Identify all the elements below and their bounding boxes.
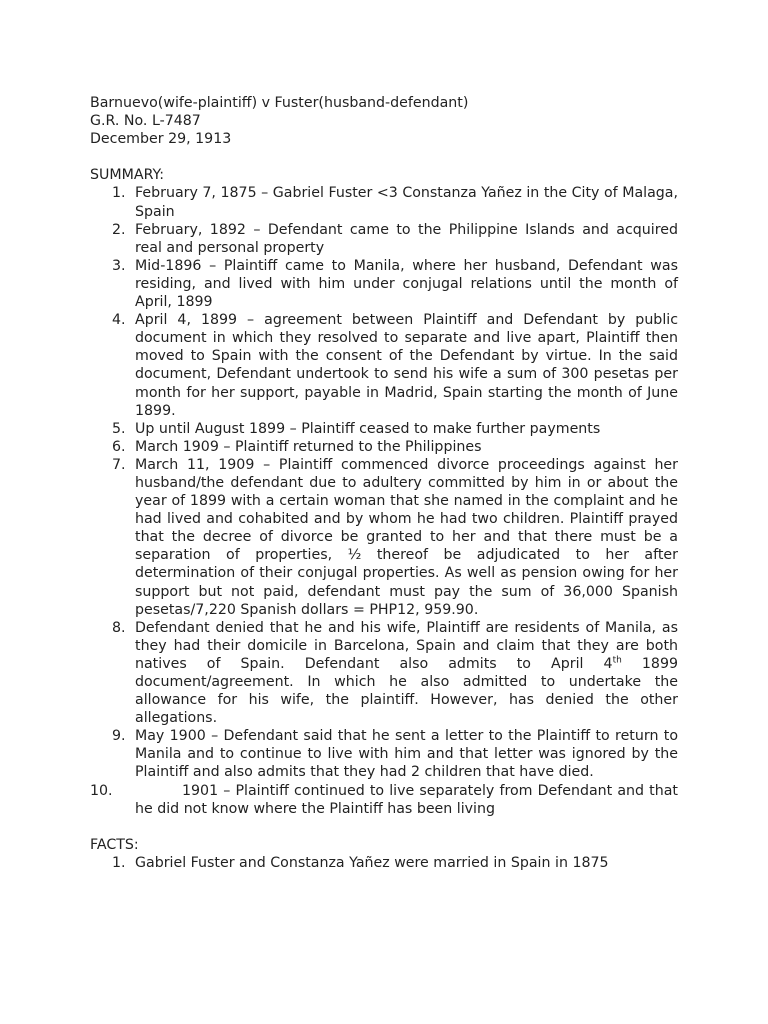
case-title: Barnuevo(wife-plaintiff) v Fuster(husband-defendant) xyxy=(90,95,469,111)
list-item: 7. March 11, 1909 – Plaintiff commenced divorce proceedings against her husband/the defendant due to adultery committed by him in or about the year of 1899 with a certain woman that she named in the complaint and he had lived and cohabited and by whom he had two children. Plaintiff prayed that the decree of divorce be granted to her and that there must be a separation of properties, ½ thereof be adjudicated to her after determination of their conjugal properties. As well as pension owing for her support but not paid, defendant must pay the sum of 36,000 Spanish pesetas/7,220 Spanish dollars = PHP12, 959.90. xyxy=(112,456,678,618)
list-item: 5. Up until August 1899 – Plaintiff ceased to make further payments xyxy=(112,420,601,437)
spacer xyxy=(90,148,678,166)
list-item: 6. March 1909 – Plaintiff returned to the Philippines xyxy=(112,438,482,455)
list-item: 8. Defendant denied that he and his wife, Plaintiff are residents of Manila, as they had their domicile in Barcelona, Spain and claim that they are both natives of Spain. Defendant also admits to April 4th 1899 document/agreement. In which he also admitted to undertake the allowance for his wife, the plaintiff. However, has denied the other allegations. xyxy=(112,619,678,727)
summary-list xyxy=(90,184,678,817)
ordinal-suffix: th xyxy=(612,655,622,666)
list-item: 1. Gabriel Fuster and Constanza Yañez were married in Spain in 1875 xyxy=(112,854,609,871)
list-item: 2. February, 1892 – Defendant came to the Philippine Islands and acquired real and personal property xyxy=(112,221,678,256)
spacer xyxy=(90,818,678,836)
facts-list xyxy=(90,854,678,872)
decision-date: December 29, 1913 xyxy=(90,131,232,148)
list-item: 4. April 4, 1899 – agreement between Plaintiff and Defendant by public document in which they resolved to separate and live apart, Plaintiff then moved to Spain with the consent of the Defendant by virtue. In the said document, Defendant undertook to send his wife a sum of 300 pesetas per month for her support, payable in Madrid, Spain starting the month of June 1899. xyxy=(112,312,678,419)
list-item: 10. 1901 – Plaintiff continued to live separately from Defendant and that he did not know where the Plaintiff has been living xyxy=(90,782,678,817)
gr-number: G.R. No. L-7487 xyxy=(90,113,201,130)
facts-heading: FACTS: xyxy=(90,836,139,853)
summary-heading: SUMMARY: xyxy=(90,167,165,184)
list-item: 1. February 7, 1875 – Gabriel Fuster <3 Constanza Yañez in the City of Malaga, Spain xyxy=(112,185,678,220)
list-item: 3. Mid-1896 – Plaintiff came to Manila, where her husband, Defendant was residing, and lived with him under conjugal relations until the month of April, 1899 xyxy=(112,257,678,311)
list-item: 9. May 1900 – Defendant said that he sent a letter to the Plaintiff to return to Manila and to continue to live with him and that letter was ignored by the Plaintiff and also admits that they had 2 children that have died. xyxy=(112,728,678,781)
